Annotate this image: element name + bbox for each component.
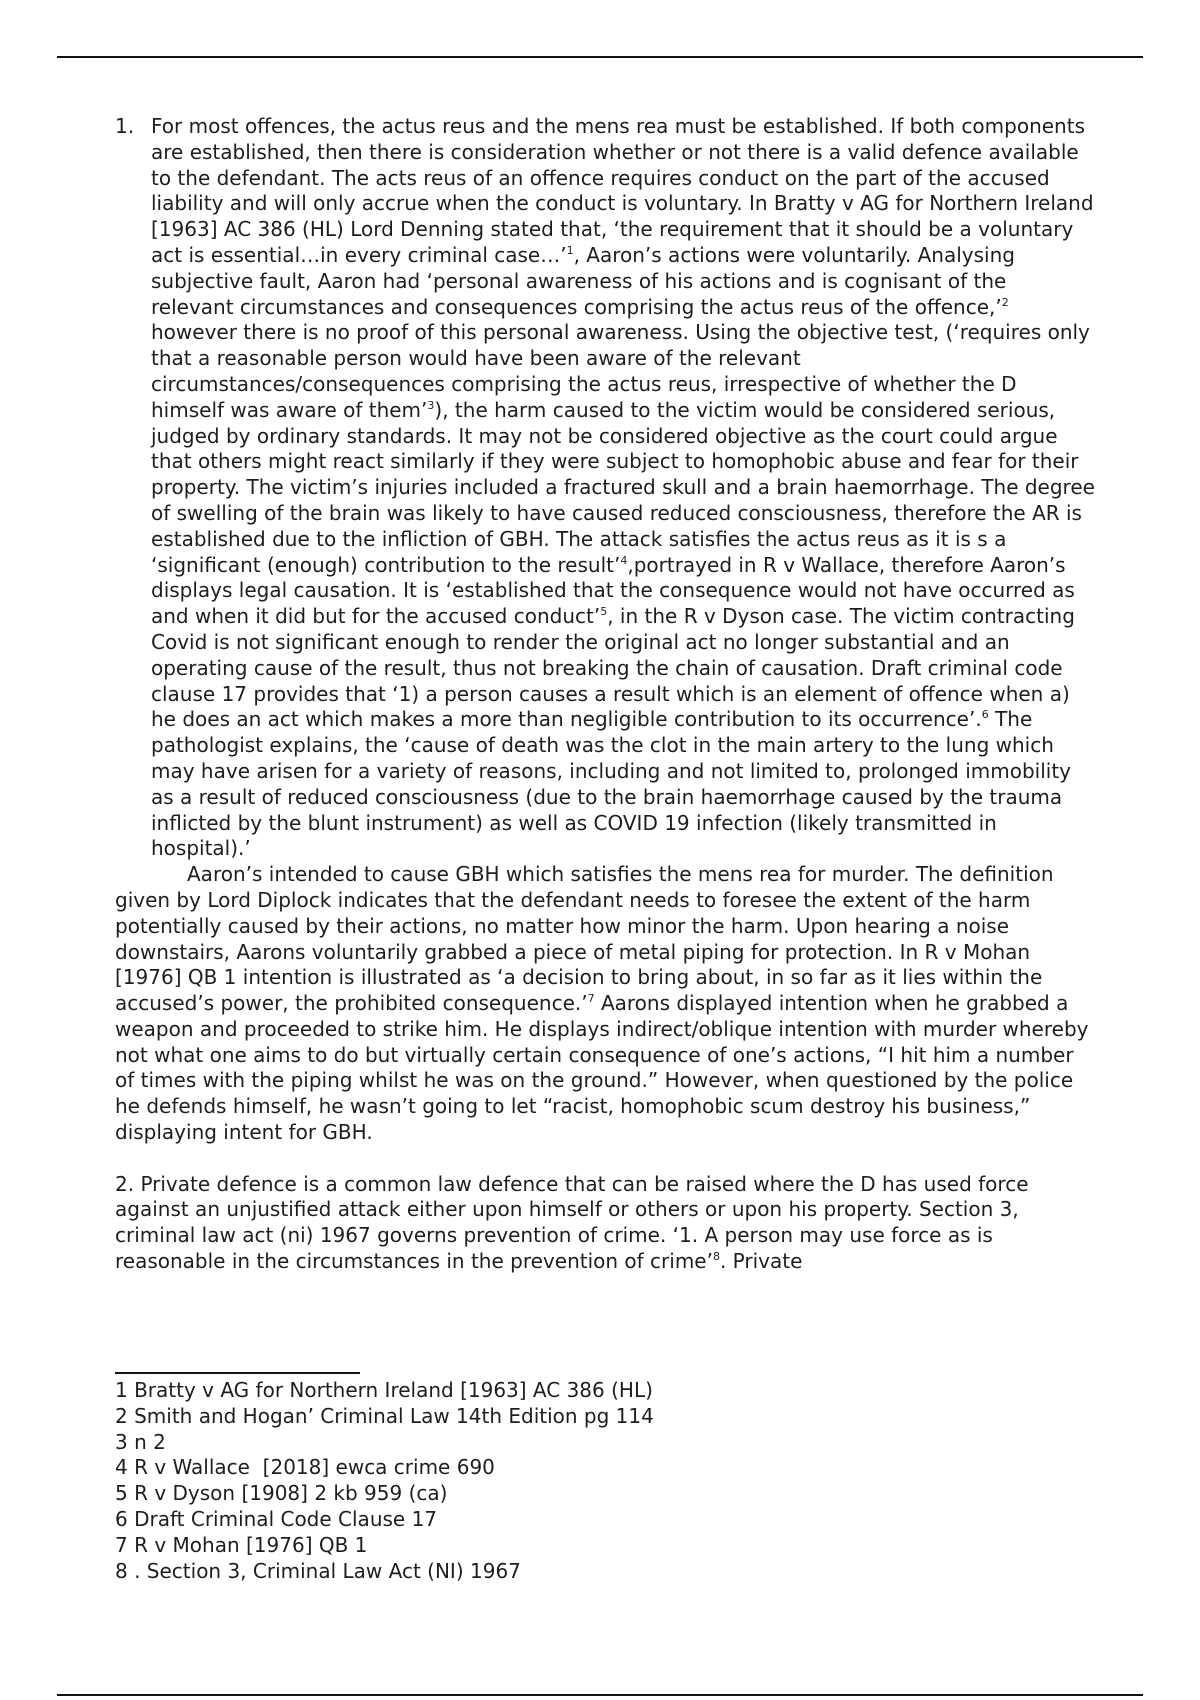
footer-rule	[57, 1694, 1143, 1696]
footnote: 8 . Section 3, Criminal Law Act (NI) 1967	[115, 1558, 521, 1583]
footnotes	[115, 1378, 654, 1584]
footnote-separator	[115, 1372, 360, 1374]
footnote: 7 R v Mohan [1976] QB 1	[115, 1532, 368, 1557]
footnote: 4 R v Wallace [2018] ewca crime 690	[115, 1455, 495, 1480]
paragraph-item-1: For most offences, the actus reus and the mens rea must be established. If both components are established, then there is consideration whether or not there is a valid defence available to the defendant. The acts reus of an offence requires conduct on the part of the accused liability and will only accrue when the conduct is voluntary. In Bratty v AG for Northern Ireland [1963] AC 386 (HL) Lord Denning stated that, ‘the requirement that it should be a voluntary act is essential…in every criminal case…’$^1$, Aaron’s actions were voluntarily. Analysing subjective fault, Aaron had ‘personal awareness of his actions and is cognisant of the relevant circumstances and consequences comprising the actus reus of the offence,’$^2$ however there is no proof of this personal awareness. Using the objective test, (‘requires only that a reasonable person would have been aware of the relevant circumstances/consequences comprising the actus reus, irrespective of whether the D himself was aware of them’$^3$), the harm caused to the victim would be considered serious, judged by ordinary standards. It may not be considered objective as the court could argue that others might react similarly if they were subject to homophobic abuse and fear for their property. The victim’s injuries included a fractured skull and a brain haemorrhage. The degree of swelling of the brain was likely to have caused reduced consciousness, therefore the AR is established due to the infliction of GBH. The attack satisfies the actus reus as it is s a ‘significant (enough) contribution to the result’$^4$,portrayed in R v Wallace, therefore Aaron’s displays legal causation. It is ‘established that the consequence would not have occurred as and when it did but for the accused conduct’$^5$, in the R v Dyson case. The victim contracting Covid is not significant enough to render the original act no longer substantial and an operating cause of the result, thus not breaking the chain of causation. Draft criminal code clause 17 provides that ‘1) a person causes a result which is an element of offence when a) he does an act which makes a more than negligible contribution to its occurrence’.$^6$ The pathologist explains, the ‘cause of death was the clot in the main artery to the lung which may have arisen for a variety of reasons, including and not limited to, prolonged immobility as a result of reduced consciousness (due to the brain haemorrhage caused by the trauma inflicted by the blunt instrument) as well as COVID 19 infection (likely transmitted in hospital).’	[151, 114, 1095, 861]
footnote-ref[interactable]: 3	[427, 398, 435, 412]
document-body	[115, 114, 1095, 1275]
footnote-ref[interactable]: 6	[981, 708, 989, 722]
footnote-ref[interactable]: 4	[620, 553, 628, 567]
footnote: 3 n 2	[115, 1429, 166, 1454]
footnote-ref[interactable]: 1	[566, 243, 574, 257]
paragraph-private-defence: 2. Private defence is a common law defence that can be raised where the D has used force against an unjustified attack either upon himself or others or upon his property. Section 3, criminal law act (ni) 1967 governs prevention of crime. ‘1. A person may use force as is reasonable in the circumstances in the prevention of crime’$^8$. Private	[115, 1171, 1029, 1274]
paragraph-mens-rea: Aaron’s intended to cause GBH which satisfies the mens rea for murder. The definition given by Lord Diplock indicates that the defendant needs to foresee the extent of the harm potentially caused by their actions, no matter how minor the harm. Upon hearing a noise downstairs, Aarons voluntarily grabbed a piece of metal piping for protection. In R v Mohan [1976] QB 1 intention is illustrated as ‘a decision to bring about, in so far as it lies within the accused’s power, the prohibited consequence.’$^7$ Aarons displayed intention when he grabbed a weapon and proceeded to strike him. He displays indirect/oblique intention with murder whereby not what one aims to do but virtually certain consequence of one’s actions, “I hit him a number of times with the piping whilst he was on the ground.” However, when questioned by the police he defends himself, he wasn’t going to let “racist, homophobic scum destroy his business,” displaying intent for GBH.	[115, 862, 1089, 1145]
numbered-item-1	[115, 114, 1095, 862]
footnote-ref[interactable]: 8	[712, 1250, 720, 1264]
list-number: 1.	[115, 114, 135, 138]
footnote-ref[interactable]: 2	[1001, 295, 1009, 309]
header-rule	[57, 56, 1143, 58]
footnote: 6 Draft Criminal Code Clause 17	[115, 1506, 438, 1531]
footnote: 5 R v Dyson [1908] 2 kb 959 (ca)	[115, 1481, 448, 1506]
footnote-ref[interactable]: 5	[600, 605, 608, 619]
footnote: 1 Bratty v AG for Northern Ireland [1963] AC 386 (HL)	[115, 1378, 653, 1402]
footnote: 2 Smith and Hogan’ Criminal Law 14th Edition pg 114	[115, 1403, 654, 1428]
footnote-ref[interactable]: 7	[587, 992, 595, 1006]
